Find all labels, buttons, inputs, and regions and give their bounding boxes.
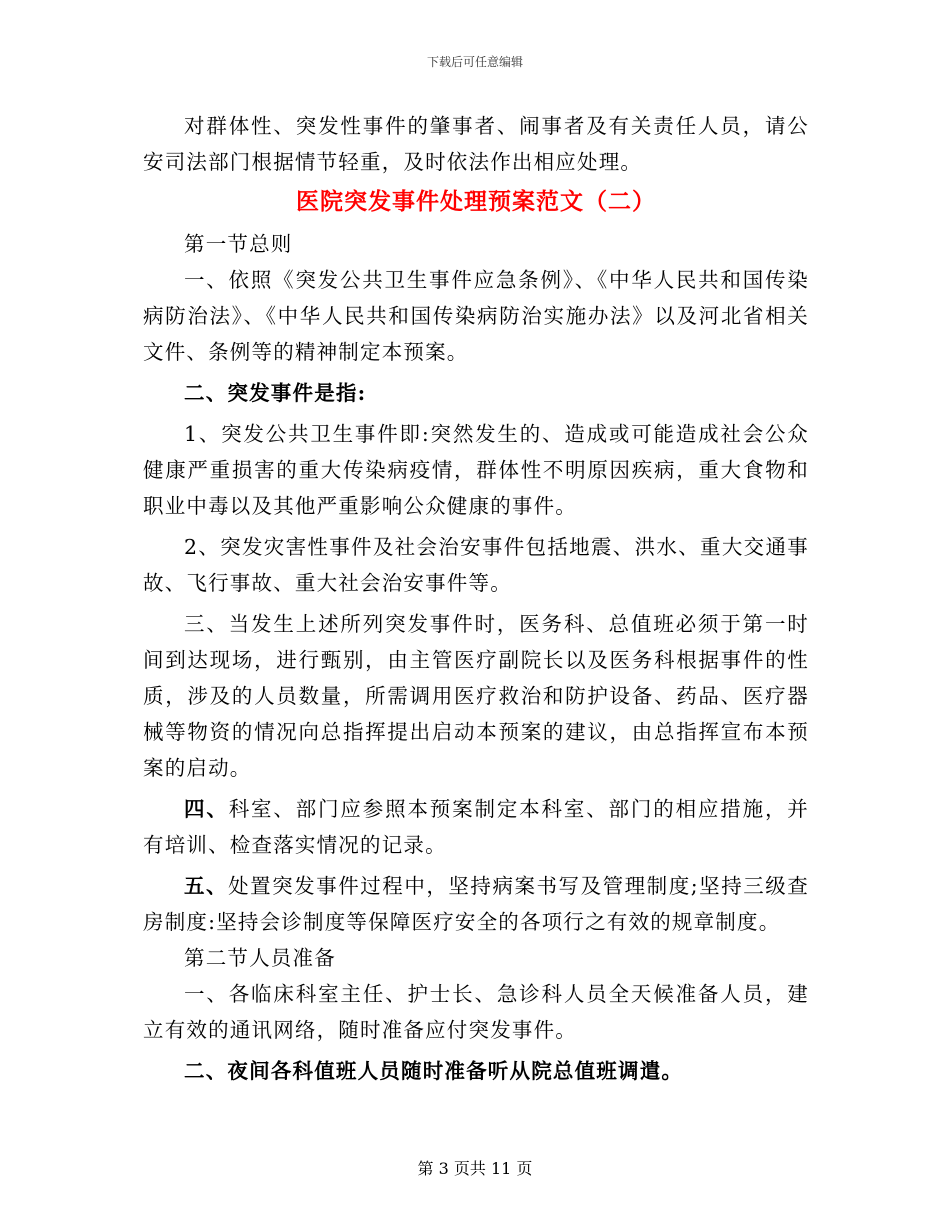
section1-item2: 二、突发事件是指: (184, 381, 367, 405)
section1-item3: 三、当发生上述所列突发事件时，医务科、总值班必须于第一时间到达现场，进行甄别，由主管医疗副院长以及医务科根据事件的性质，涉及的人员数量，所需调用医疗救治和防护设备、药品、医疗器械等物资的情况向总指挥提出启动本预案的建议，由总指挥宣布本预案的启动。 (143, 612, 809, 780)
section1-item1: 一、依照《突发公共卫生事件应急条例》、《中华人民共和国传染病防治法》、《中华人民共和国传染病防治实施办法》以及河北省相关文件、条例等的精神制定本预案。 (143, 268, 809, 364)
section1-item2-2: 2、突发灾害性事件及社会治安事件包括地震、洪水、重大交通事故、飞行事故、重大社会治安事件等。 (143, 535, 809, 595)
intro-paragraph: 对群体性、突发性事件的肇事者、闹事者及有关责任人员，请公安司法部门根据情节轻重，及时依法作出相应处理。 (143, 114, 809, 174)
header-note: 下载后可任意编辑 (426, 55, 523, 69)
section2-heading: 第二节人员准备 (184, 946, 336, 970)
section1-item5-text: 处置突发事件过程中，坚持病案书写及管理制度;坚持三级查房制度:坚持会诊制度等保障医疗安全的各项行之有效的规章制度。 (143, 874, 810, 934)
section1-item4-text: 科室、部门应参照本预案制定本科室、部门的相应措施，并有培训、检查落实情况的记录。 (143, 797, 810, 857)
section1-item2-1: 1、突发公共卫生事件即:突然发生的、造成或可能造成社会公众健康严重损害的重大传染病疫情，群体性不明原因疾病，重大食物和职业中毒以及其他严重影响公众健康的事件。 (143, 422, 809, 518)
section2-item1: 一、各临床科室主任、护士长、急诊科人员全天候准备人员，建立有效的通讯网络，随时准备应付突发事件。 (143, 982, 809, 1042)
document-body (143, 108, 809, 1089)
document-title: 医院突发事件处理预案范文（二） (296, 188, 656, 215)
section1-item5-label: 五、 (184, 874, 229, 898)
page-footer: 第 3 页共 11 页 (417, 1159, 533, 1178)
section2-item2: 二、夜间各科值班人员随时准备听从院总值班调遣。 (184, 1059, 684, 1083)
section1-item5 (143, 868, 809, 940)
section1-heading: 第一节总则 (184, 232, 293, 256)
section1-item4-label: 四、 (184, 797, 229, 821)
section1-item4 (143, 791, 809, 863)
